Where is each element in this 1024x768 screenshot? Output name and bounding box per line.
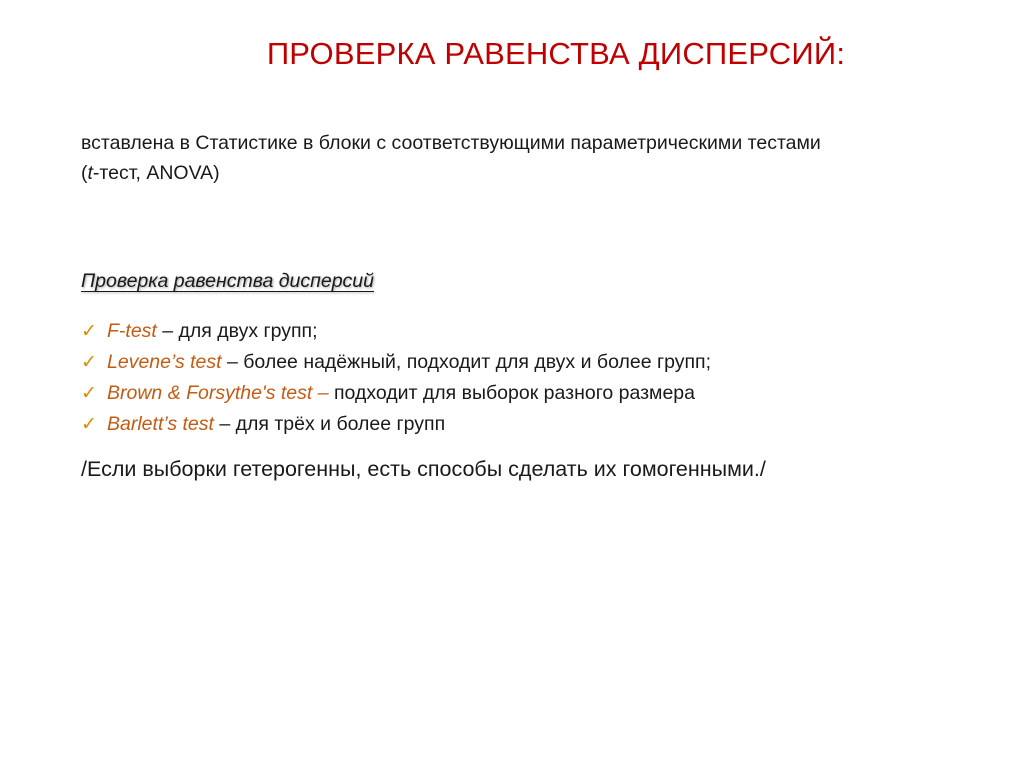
test-description: – для трёх и более групп bbox=[213, 413, 446, 435]
intro-t-italic: t bbox=[87, 162, 93, 184]
checkmark-icon: ✓ bbox=[81, 382, 97, 404]
test-description: – более надёжный, подходит для двух и более групп; bbox=[221, 351, 711, 373]
test-name: F-test bbox=[107, 320, 157, 342]
intro-line-1: вставлена в Статистике в блоки с соответствующими параметрическими тестами bbox=[81, 132, 821, 154]
list-item bbox=[81, 316, 711, 347]
list-item bbox=[81, 378, 711, 409]
slide-title: ПРОВЕРКА РАВЕНСТВА ДИСПЕРСИЙ: bbox=[266, 36, 846, 71]
test-description: – для двух групп; bbox=[156, 320, 318, 342]
intro-paren: ( bbox=[81, 162, 88, 184]
intro-rest: -тест, ANOVA) bbox=[92, 162, 220, 184]
checkmark-icon: ✓ bbox=[81, 351, 97, 373]
test-list bbox=[81, 316, 711, 440]
checkmark-icon: ✓ bbox=[81, 320, 97, 342]
list-item bbox=[81, 347, 711, 378]
test-name: Levene’s test bbox=[107, 351, 222, 373]
test-name: Brown & Forsythe's test – bbox=[107, 382, 329, 404]
test-name: Barlett’s test bbox=[107, 413, 214, 435]
test-description: подходит для выборок разного размера bbox=[328, 382, 695, 404]
section-heading: Проверка равенства дисперсий bbox=[81, 270, 374, 292]
list-item bbox=[81, 409, 711, 440]
checkmark-icon: ✓ bbox=[81, 413, 97, 435]
note-text: /Если выборки гетерогенны, есть способы сделать их гомогенными./ bbox=[81, 457, 766, 481]
intro-text bbox=[81, 128, 981, 188]
intro-line-2 bbox=[81, 158, 981, 188]
